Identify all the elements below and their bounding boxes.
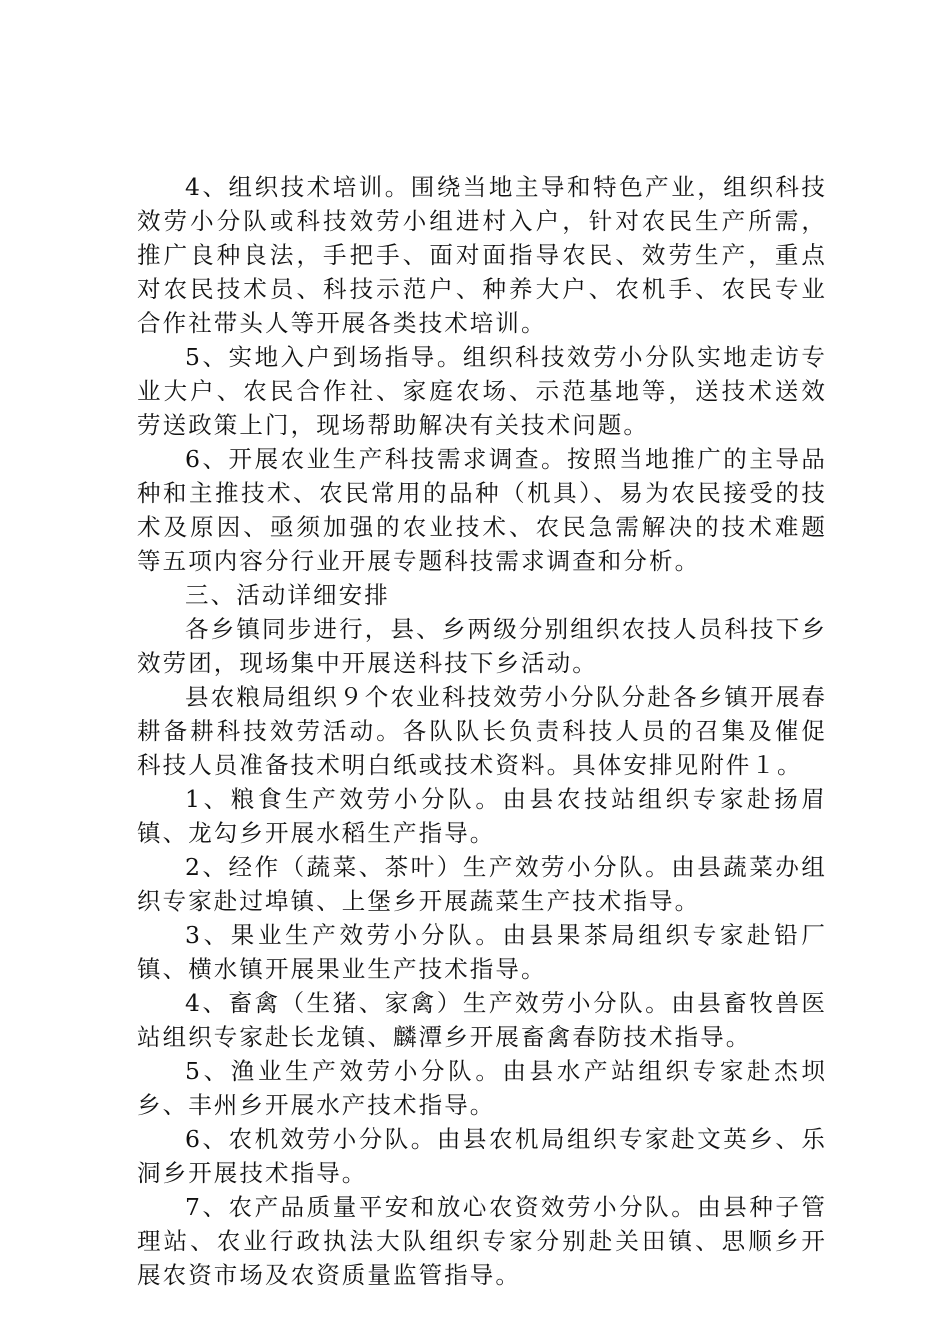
paragraph-training: 4、组织技术培训。围绕当地主导和特色产业，组织科技效劳小分队或科技效劳小组进村入户，针对农民生产所需，推广良种良法，手把手、面对面指导农民、效劳生产，重点对农民技术员、科技示范户、种养大户、农机手、农民专业合作社带头人等开展各类技术培训。 xyxy=(137,173,827,337)
list-item-fishery-team: 5、渔业生产效劳小分队。由县水产站组织专家赴杰坝乡、丰州乡开展水产技术指导。 xyxy=(137,1057,827,1119)
list-item-machinery-team: 6、农机效劳小分队。由县农机局组织专家赴文英乡、乐洞乡开展技术指导。 xyxy=(137,1125,827,1187)
document-page xyxy=(137,170,827,1292)
list-item-livestock-team: 4、畜禽（生猪、家禽）生产效劳小分队。由县畜牧兽医站组织专家赴长龙镇、麟潭乡开展畜禽春防技术指导。 xyxy=(137,989,827,1051)
list-item-cash-crop-team: 2、经作（蔬菜、茶叶）生产效劳小分队。由县蔬菜办组织专家赴过埠镇、上堡乡开展蔬菜生产技术指导。 xyxy=(137,853,827,915)
paragraph-nine-teams: 县农粮局组织９个农业科技效劳小分队分赴各乡镇开展春耕备耕科技效劳活动。各队队长负责科技人员的召集及催促科技人员准备技术明白纸或技术资料。具体安排见附件１。 xyxy=(137,683,827,779)
list-item-quality-safety-team: 7、农产品质量平安和放心农资效劳小分队。由县种子管理站、农业行政执法大队组织专家分别赴关田镇、思顺乡开展农资市场及农资质量监管指导。 xyxy=(137,1193,827,1289)
list-item-grain-team: 1、粮食生产效劳小分队。由县农技站组织专家赴扬眉镇、龙勾乡开展水稻生产指导。 xyxy=(137,785,827,847)
list-item-fruit-team: 3、果业生产效劳小分队。由县果茶局组织专家赴铅厂镇、横水镇开展果业生产技术指导。 xyxy=(137,921,827,983)
paragraph-demand-survey: 6、开展农业生产科技需求调查。按照当地推广的主导品种和主推技术、农民常用的品种（机具）、易为农民接受的技术及原因、亟须加强的农业技术、农民急需解决的技术难题等五项内容分行业开展专题科技需求调查和分析。 xyxy=(137,445,827,575)
section-heading-activity-arrangement: 三、活动详细安排 xyxy=(185,581,390,609)
paragraph-on-site-guidance: 5、实地入户到场指导。组织科技效劳小分队实地走访专业大户、农民合作社、家庭农场、示范基地等，送技术送效劳送政策上门，现场帮助解决有关技术问题。 xyxy=(137,343,827,439)
paragraph-township-sync: 各乡镇同步进行，县、乡两级分别组织农技人员科技下乡效劳团，现场集中开展送科技下乡活动。 xyxy=(137,615,827,677)
